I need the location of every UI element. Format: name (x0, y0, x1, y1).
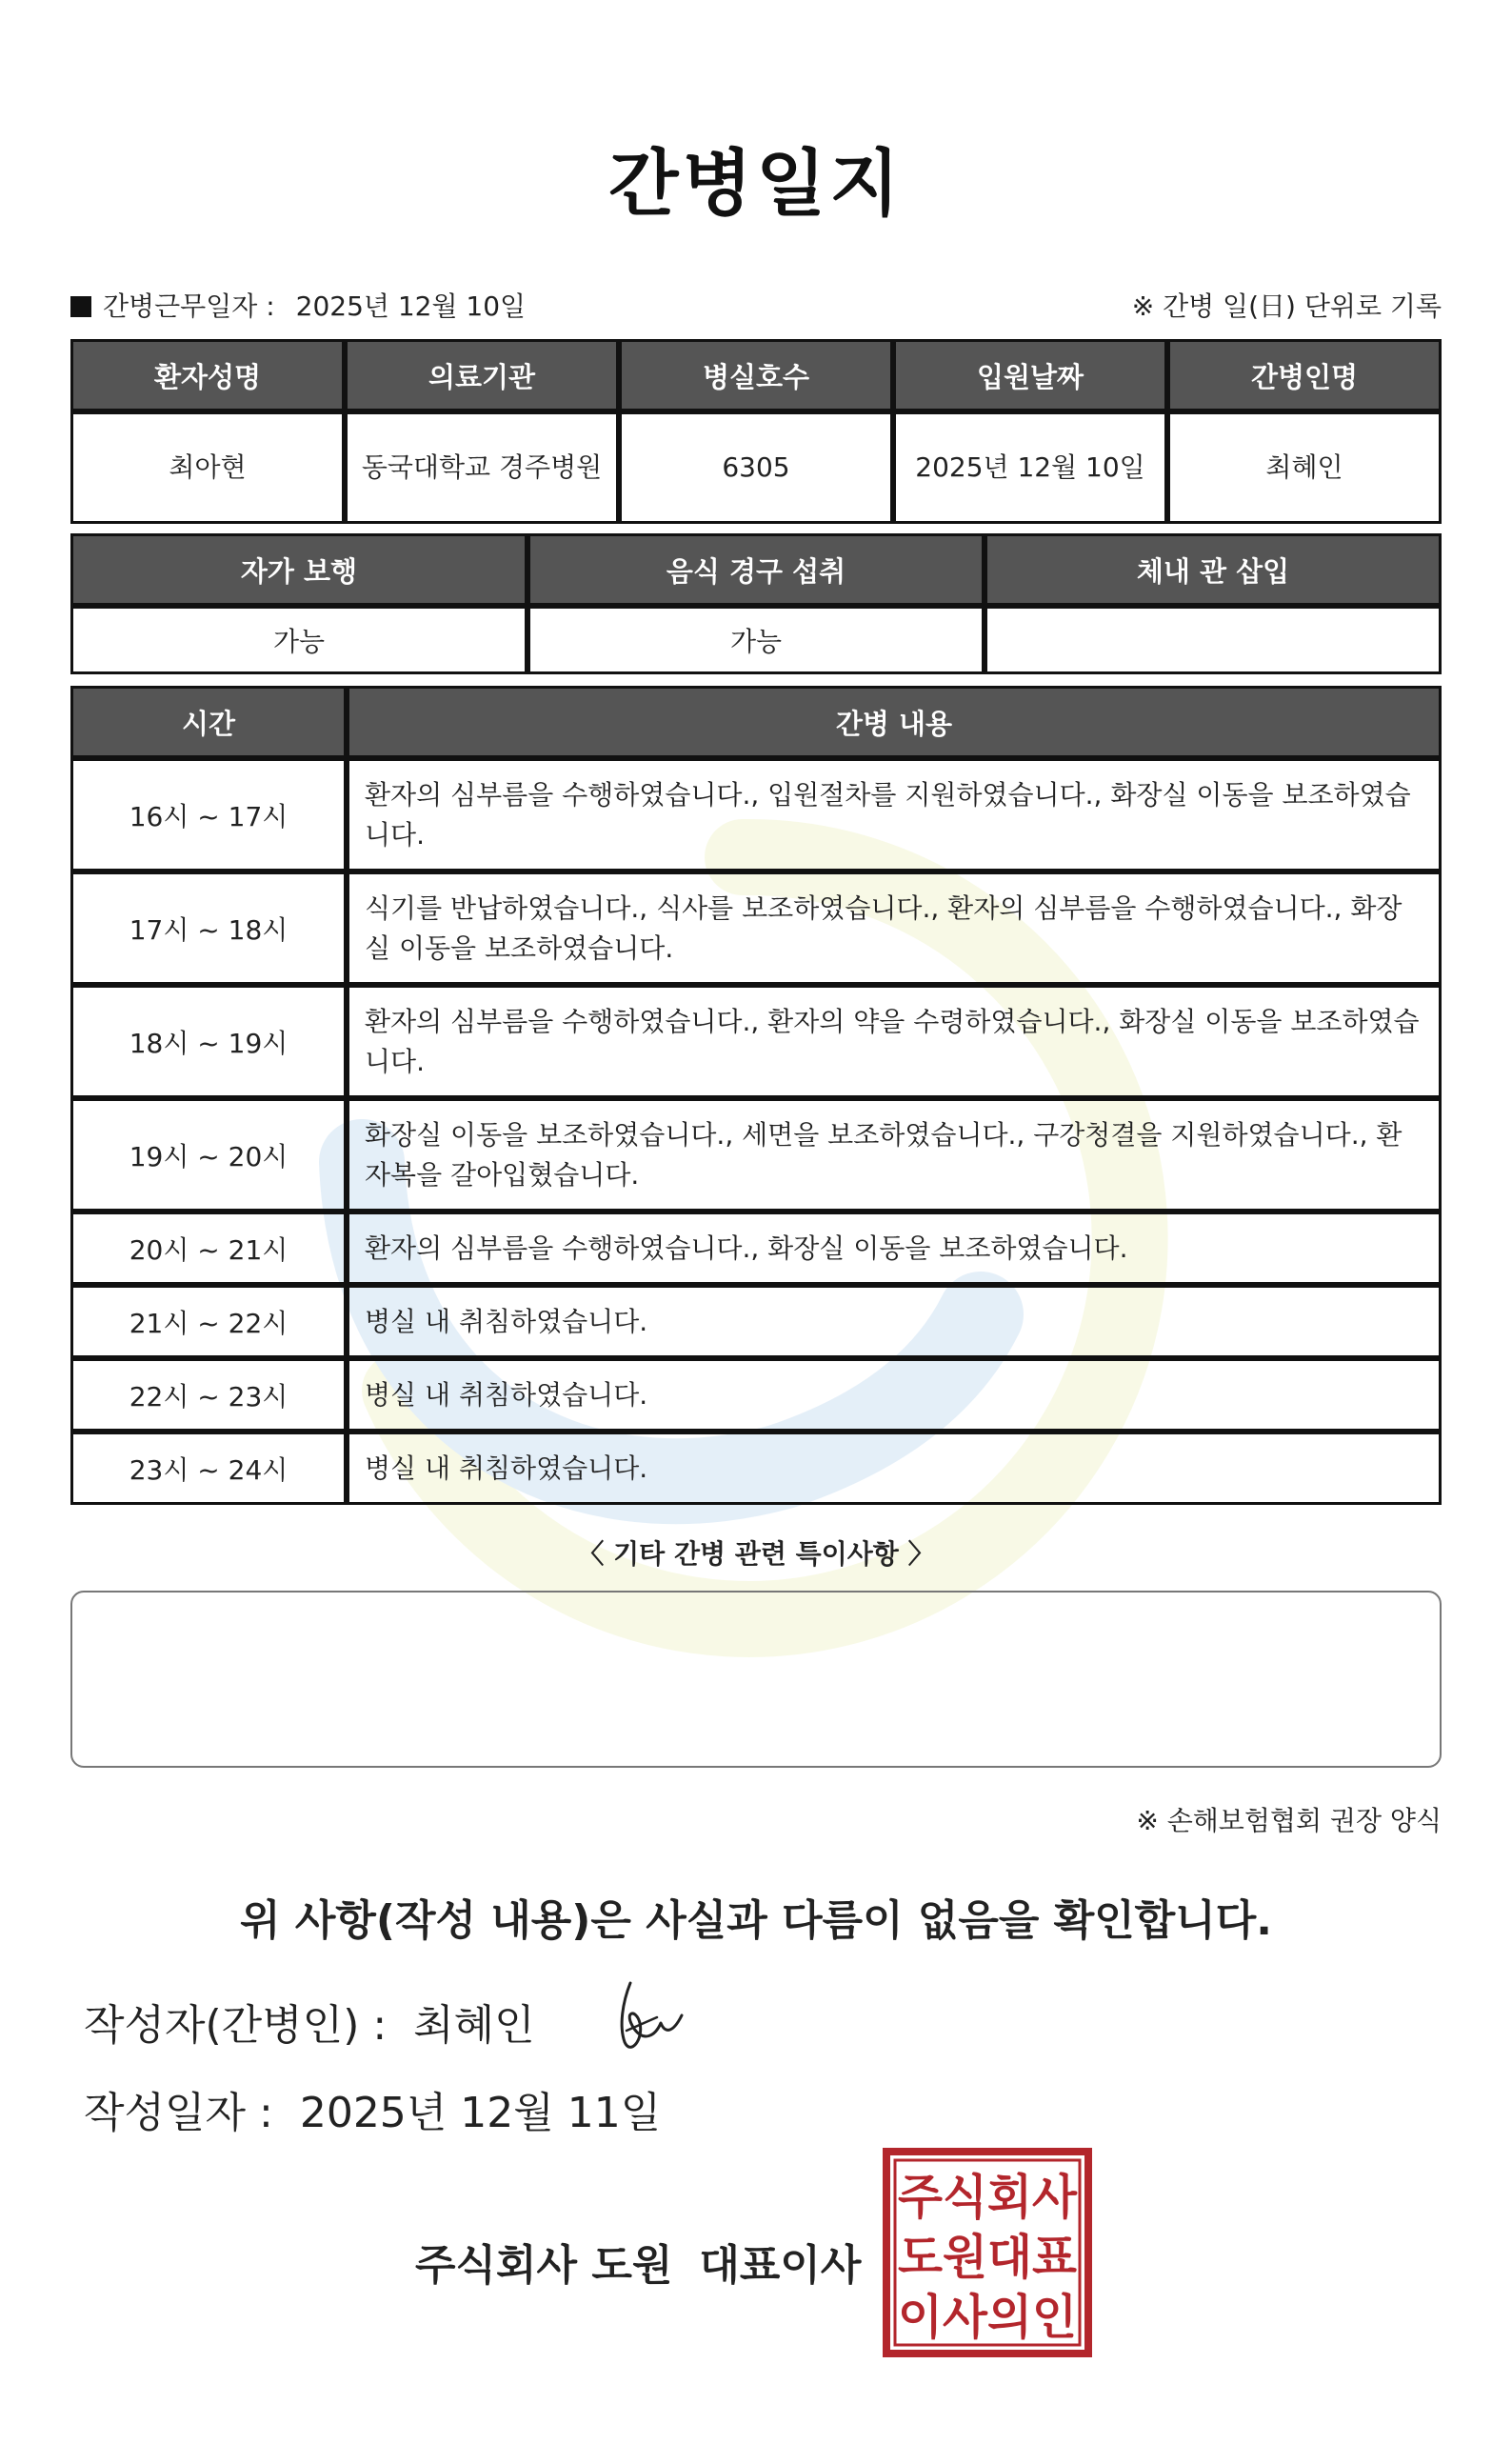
log-time: 23시 ~ 24시 (70, 1432, 347, 1505)
document-title: 간병일지 (608, 141, 904, 226)
notes-title: 〈 기타 간병 관련 특이사항 〉 (577, 1538, 935, 1570)
written-date-value: 2025년 12월 11일 (299, 2089, 662, 2137)
log-content: 환자의 심부름을 수행하였습니다., 환자의 약을 수령하였습니다., 화장실 이동을 보조하였습니다. (347, 985, 1442, 1098)
header-room-number: 병실호수 (619, 339, 893, 411)
status-value-row (70, 606, 1442, 674)
log-header-row (70, 686, 1442, 758)
writer-line (84, 1991, 535, 2052)
company-line (415, 2231, 861, 2292)
unit-note: ※ 간병 일(日) 단위로 기록 (1131, 290, 1442, 322)
log-time: 17시 ~ 18시 (70, 871, 347, 985)
svg-text:주식회사: 주식회사 (898, 2170, 1078, 2225)
log-content: 환자의 심부름을 수행하였습니다., 입원절차를 지원하였습니다., 화장실 이동을 보조하였습니다. (347, 758, 1442, 871)
log-content: 화장실 이동을 보조하였습니다., 세면을 보조하였습니다., 구강청결을 지원하였습니다., 환자복을 갈아입혔습니다. (347, 1098, 1442, 1212)
header-self-walking: 자가 보행 (70, 533, 527, 606)
status-header-row (70, 533, 1442, 606)
care-log-table (70, 686, 1442, 1505)
table-row (70, 1098, 1442, 1212)
table-row (70, 1432, 1442, 1505)
log-content: 병실 내 취침하였습니다. (347, 1432, 1442, 1505)
log-content: 병실 내 취침하였습니다. (347, 1285, 1442, 1358)
header-care-content: 간병 내용 (347, 686, 1442, 758)
hospital-name: 동국대학교 경주병원 (345, 411, 619, 524)
oral-intake-value: 가능 (527, 606, 985, 674)
patient-header-row (70, 339, 1442, 411)
admission-date: 2025년 12월 10일 (893, 411, 1167, 524)
header-hospital: 의료기관 (345, 339, 619, 411)
signature-icon (602, 1973, 716, 2059)
written-date-line (84, 2078, 661, 2139)
work-date (70, 286, 526, 324)
header-time: 시간 (70, 686, 347, 758)
log-time: 18시 ~ 19시 (70, 985, 347, 1098)
patient-name: 최아현 (70, 411, 345, 524)
notes-box (70, 1591, 1442, 1768)
table-row (70, 871, 1442, 985)
log-time: 16시 ~ 17시 (70, 758, 347, 871)
tube-insertion-value (985, 606, 1442, 674)
caregiver-name: 최혜인 (1167, 411, 1442, 524)
meta-row (70, 286, 1442, 324)
header-admission-date: 입원날짜 (893, 339, 1167, 411)
table-row (70, 1358, 1442, 1432)
log-content: 환자의 심부름을 수행하였습니다., 화장실 이동을 보조하였습니다. (347, 1212, 1442, 1285)
log-time: 20시 ~ 21시 (70, 1212, 347, 1285)
log-content: 식기를 반납하였습니다., 식사를 보조하였습니다., 환자의 심부름을 수행하였습니다., 화장실 이동을 보조하였습니다. (347, 871, 1442, 985)
written-date-label: 작성일자 : (84, 2089, 273, 2137)
company-seal-icon (882, 2147, 1093, 2358)
form-note: ※ 손해보험협회 권장 양식 (1136, 1805, 1442, 1836)
log-time: 19시 ~ 20시 (70, 1098, 347, 1212)
patient-value-row (70, 411, 1442, 524)
table-row (70, 1212, 1442, 1285)
company-name: 주식회사 도원 (415, 2241, 673, 2290)
header-oral-intake: 음식 경구 섭취 (527, 533, 985, 606)
self-walking-value: 가능 (70, 606, 527, 674)
writer-label: 작성자(간병인) : (84, 2001, 388, 2050)
patient-status-table (70, 533, 1442, 674)
svg-text:도원대표: 도원대표 (898, 2230, 1078, 2285)
writer-name: 최혜인 (413, 2001, 535, 2050)
header-patient-name: 환자성명 (70, 339, 345, 411)
confirmation-statement: 위 사항(작성 내용)은 사실과 다름이 없음을 확인합니다. (240, 1896, 1272, 1945)
header-caregiver-name: 간병인명 (1167, 339, 1442, 411)
room-number: 6305 (619, 411, 893, 524)
square-bullet-icon (70, 296, 91, 317)
table-row (70, 1285, 1442, 1358)
log-time: 21시 ~ 22시 (70, 1285, 347, 1358)
header-tube-insertion: 체내 관 삽입 (985, 533, 1442, 606)
log-content: 병실 내 취침하였습니다. (347, 1358, 1442, 1432)
table-row (70, 985, 1442, 1098)
svg-text:이사의인: 이사의인 (898, 2290, 1077, 2345)
patient-info-table (70, 339, 1442, 524)
work-date-label: 간병근무일자 : (103, 290, 275, 322)
log-time: 22시 ~ 23시 (70, 1358, 347, 1432)
table-row (70, 758, 1442, 871)
company-title: 대표이사 (699, 2241, 862, 2290)
work-date-value: 2025년 12월 10일 (295, 290, 527, 322)
